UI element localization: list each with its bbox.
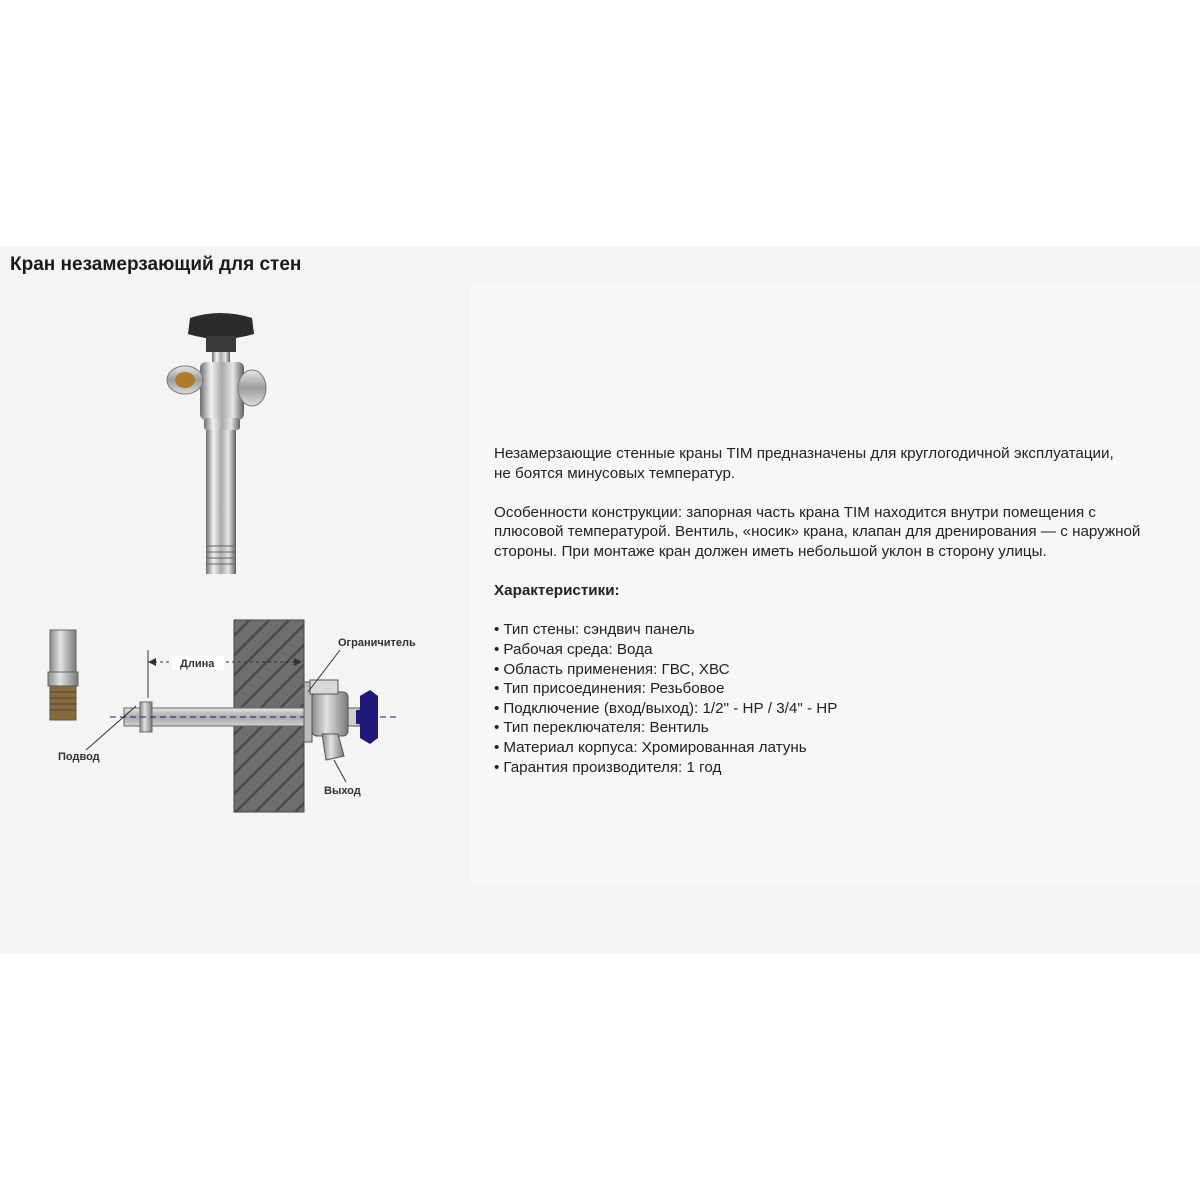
label-inlet: Подвод — [58, 751, 100, 763]
spec-item: • Подключение (вход/выход): 1/2" - НР / 3/4" - НР — [494, 699, 838, 717]
description — [494, 444, 1198, 777]
intro-line: не боятся минусовых температур. — [494, 464, 736, 482]
spec-item: • Материал корпуса: Хромированная латунь — [494, 738, 807, 756]
installation-diagram — [40, 610, 460, 820]
handwheel — [360, 690, 378, 744]
spec-item: • Тип присоединения: Резьбовое — [494, 680, 725, 698]
label-limiter: Ограничитель — [338, 637, 416, 649]
label-outlet: Выход — [324, 785, 361, 797]
intro-line: Незамерзающие стенные краны TIM предназначены для круглогодичной эксплуатации, — [494, 445, 1114, 462]
spec-item: • Тип переключателя: Вентиль — [494, 719, 709, 737]
spec-item: • Тип стены: сэндвич панель — [494, 621, 695, 639]
spec-item: • Область применения: ГВС, ХВС — [494, 660, 730, 678]
faucet-photo — [140, 300, 300, 590]
specs-heading: Характеристики: — [494, 582, 620, 600]
features-line: Особенности конструкции: запорная часть крана TIM находится внутри помещения с — [494, 503, 1097, 521]
specs-list — [494, 620, 1198, 777]
page-title: Кран незамерзающий для стен — [10, 254, 302, 275]
features-line: плюсовой температурой. Вентиль, «носик» крана, клапан для дренирования — с наружной — [494, 523, 1141, 541]
spec-item: • Рабочая среда: Вода — [494, 640, 653, 658]
features-line: стороны. При монтаже кран должен иметь небольшой уклон в сторону улицы. — [494, 542, 1047, 560]
label-length: Длина — [180, 658, 215, 670]
spec-item: • Гарантия производителя: 1 год — [494, 758, 722, 776]
